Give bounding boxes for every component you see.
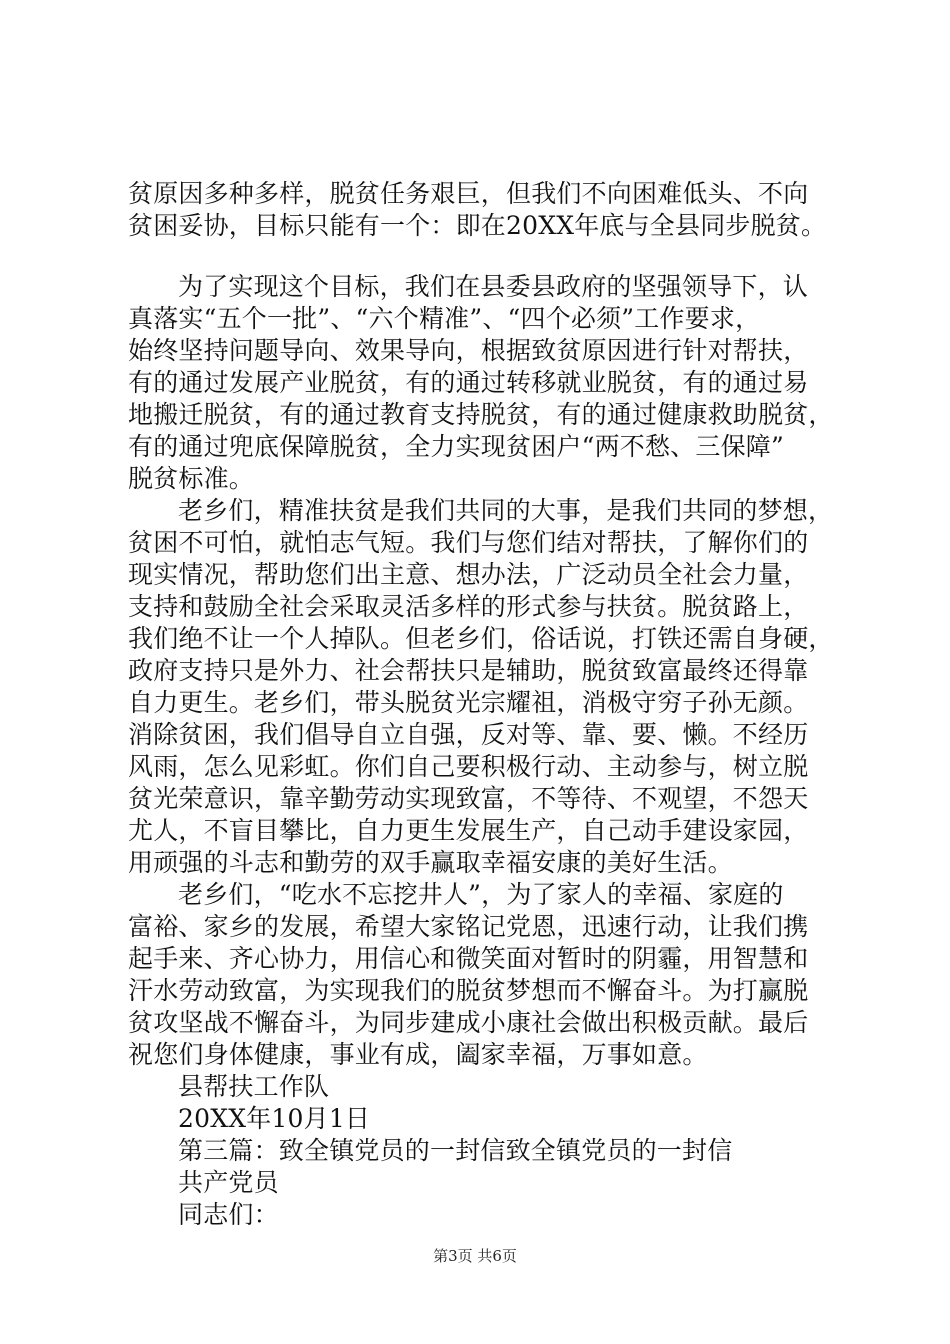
text-line: 脱贫标准。 [128, 464, 255, 493]
page-number: 第3页 共6页 [433, 1247, 517, 1265]
signature-date: 20XX年10月1日 [178, 1104, 371, 1133]
text-line: 用顽强的斗志和勤劳的双手赢取幸福安康的美好生活。 [128, 848, 733, 877]
salutation-line: 同志们： [178, 1200, 279, 1229]
text-line: 老乡们，精准扶贫是我们共同的大事，是我们共同的梦想， [178, 496, 834, 525]
text-line: 有的通过发展产业脱贫，有的通过转移就业脱贫，有的通过易 [128, 368, 809, 397]
text-line: 自力更生。老乡们，带头脱贫光宗耀祖，消极守穷子孙无颜。 [128, 688, 809, 717]
text-line: 我们绝不让一个人掉队。但老乡们，俗话说，打铁还需自身硬， [128, 624, 834, 653]
salutation-line: 共产党员 [178, 1168, 279, 1197]
text-line: 支持和鼓励全社会采取灵活多样的形式参与扶贫。脱贫路上， [128, 592, 809, 621]
text-line: 政府支持只是外力、社会帮扶只是辅助，脱贫致富最终还得靠 [128, 656, 809, 685]
text-line: 贫困不可怕，就怕志气短。我们与您们结对帮扶，了解你们的 [128, 528, 809, 557]
text-line: 真落实“五个一批”、“六个精准”、“四个必须”工作要求， [128, 304, 761, 333]
text-line: 地搬迁脱贫，有的通过教育支持脱贫，有的通过健康救助脱贫， [128, 400, 834, 429]
text-line: 祝您们身体健康，事业有成，阖家幸福，万事如意。 [128, 1040, 708, 1069]
text-line: 消除贫困，我们倡导自立自强，反对等、靠、要、懒。不经历 [128, 720, 809, 749]
section-heading: 第三篇：致全镇党员的一封信致全镇党员的一封信 [178, 1136, 733, 1165]
text-line: 有的通过兜底保障脱贫，全力实现贫困户“两不愁、三保障” [128, 432, 784, 461]
text-line: 富裕、家乡的发展，希望大家铭记党恩，迅速行动，让我们携 [128, 912, 809, 941]
text-line: 起手来、齐心协力，用信心和微笑面对暂时的阴霾，用智慧和 [128, 944, 809, 973]
text-line: 尤人，不盲目攀比，自力更生发展生产，自己动手建设家园， [128, 816, 809, 845]
text-line: 贫原因多种多样，脱贫任务艰巨，但我们不向困难低头、不向 [128, 179, 809, 208]
text-line: 为了实现这个目标，我们在县委县政府的坚强领导下，认 [178, 272, 809, 301]
text-line: 贫攻坚战不懈奋斗，为同步建成小康社会做出积极贡献。最后 [128, 1008, 809, 1037]
text-line: 始终坚持问题导向、效果导向，根据致贫原因进行针对帮扶， [128, 336, 809, 365]
text-line: 现实情况，帮助您们出主意、想办法，广泛动员全社会力量， [128, 560, 809, 589]
text-line: 贫困妥协，目标只能有一个：即在20XX年底与全县同步脱贫。 [128, 211, 827, 240]
text-line: 贫光荣意识，靠辛勤劳动实现致富，不等待、不观望，不怨天 [128, 784, 809, 813]
signature-org: 县帮扶工作队 [178, 1072, 330, 1101]
text-line: 汗水劳动致富，为实现我们的脱贫梦想而不懈奋斗。为打赢脱 [128, 976, 809, 1005]
text-line: 老乡们，“吃水不忘挖井人”，为了家人的幸福、家庭的 [178, 880, 784, 909]
text-line: 风雨，怎么见彩虹。你们自己要积极行动、主动参与，树立脱 [128, 752, 809, 781]
